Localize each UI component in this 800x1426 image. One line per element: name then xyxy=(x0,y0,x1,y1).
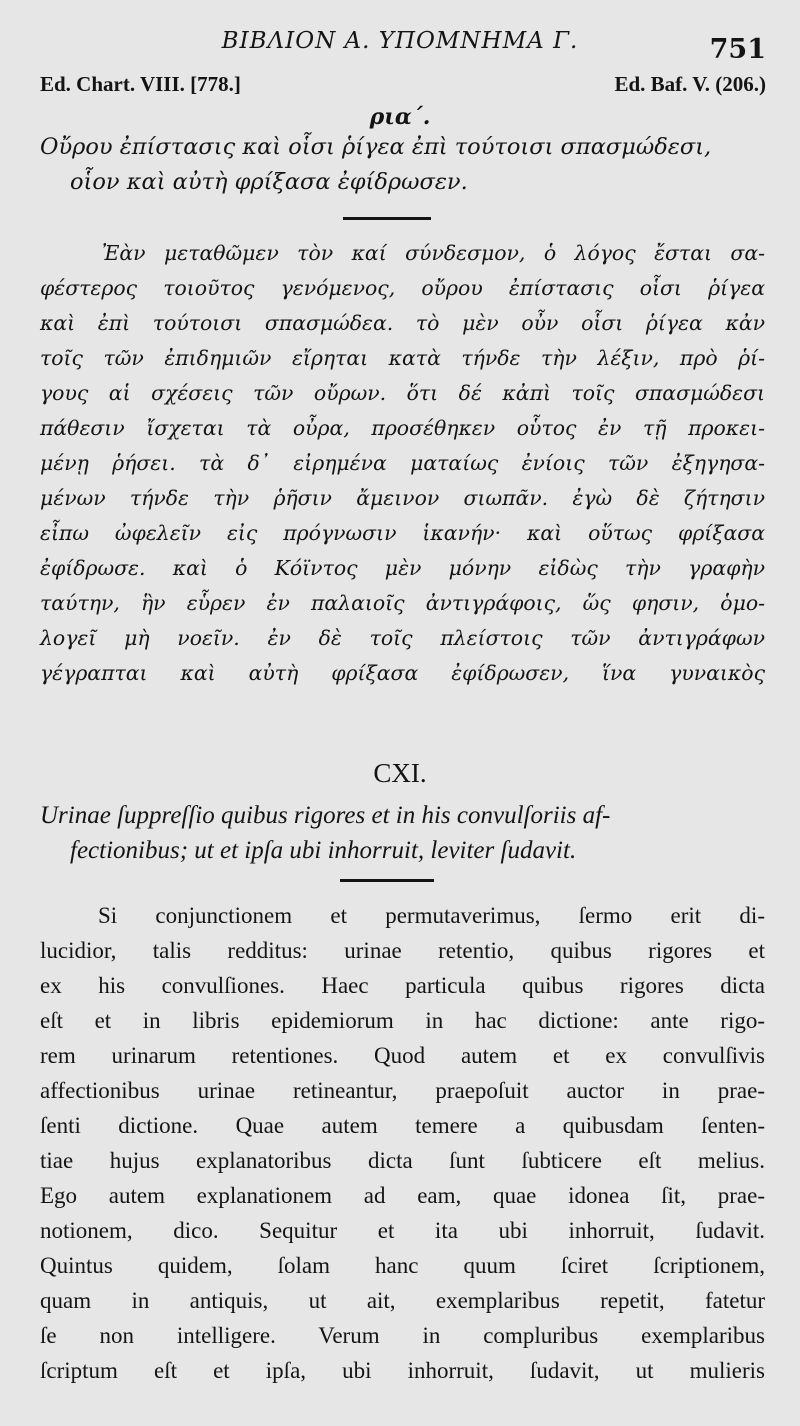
latin-commentary-line: ſenti dictione. Quae autem temere a quibusdam ſenten- xyxy=(40,1113,765,1138)
greek-commentary-line: μένῃ ῥήσει. τὰ δ᾿ εἰρημένα ματαίως ἐνίοις τῶν ἐξηγησα- xyxy=(40,451,765,475)
greek-commentary-line: λογεῖ μὴ νοεῖν. ἐν δὲ τοῖς πλείστοις τῶν ἀντιγράφων xyxy=(40,626,765,650)
latin-commentary xyxy=(40,898,765,1388)
greek-commentary-line: φέστερος τοιοῦτος γενόμενος, οὔρου ἐπίστασις οἷσι ῥίγεα xyxy=(40,276,765,300)
greek-commentary-line: γέγραπται καὶ αὐτὴ φρίξασα ἐφίδρωσεν, ἵνα γυναικὸς xyxy=(40,661,765,685)
latin-heading-line: Urinae ſuppreſſio quibus rigores et in his convulſoriis af- xyxy=(40,802,611,829)
latin-commentary-line: Si conjunctionem et permutaverimus, ſermo erit di- xyxy=(98,903,765,928)
greek-commentary-line: ἐφίδρωσε. καὶ ὁ Κόϊντος μὲν μόνην εἰδὼς τὴν γραφὴν xyxy=(40,556,765,580)
greek-commentary-line: μένων τήνδε τὴν ῥῆσιν ἄμεινον σιωπᾶν. ἐγὼ δὲ ζήτησιν xyxy=(40,486,765,510)
greek-heading-line: οἷον καὶ αὐτὴ φρίξασα ἐφίδρωσεν. xyxy=(70,169,468,195)
greek-commentary-line: ταύτην, ἣν εὗρεν ἐν παλαιοῖς ἀντιγράφοις, ὥς φησιν, ὁμο- xyxy=(40,591,765,615)
greek-commentary-line: εἶπω ὠφελεῖν εἰς πρόγνωσιν ἱκανήν· καὶ οὕτως φρίξασα xyxy=(40,521,765,545)
greek-section-number: ρια΄. xyxy=(369,104,431,130)
greek-heading-line: Οὔρου ἐπίστασις καὶ οἷσι ῥίγεα ἐπὶ τούτοισι σπασμώδεσι, xyxy=(40,134,712,160)
latin-commentary-line: lucidior, talis redditus: urinae retentio, quibus rigores et xyxy=(40,938,765,963)
latin-commentary-line: tiae hujus explanatoribus dicta ſunt ſubticere eſt melius. xyxy=(40,1148,765,1173)
greek-commentary-line: Ἐὰν μεταθῶμεν τὸν καί σύνδεσμον, ὁ λόγος ἔσται σα- xyxy=(102,241,765,265)
section-divider-rule xyxy=(343,217,431,220)
latin-aphorism-heading xyxy=(40,798,765,868)
latin-commentary-line: rem urinarum retentiones. Quod autem et ex convulſivis xyxy=(40,1043,765,1068)
running-title: ΒΙΒΛΙΟΝ Α. ΥΠΟΜΝΗΜΑ Γ. xyxy=(221,28,579,54)
latin-commentary-line: Ego autem explanationem ad eam, quae idonea ſit, prae- xyxy=(40,1183,765,1208)
section-divider-rule xyxy=(340,879,434,882)
latin-commentary-line: ex his convulſiones. Haec particula quibus rigores dicta xyxy=(40,973,765,998)
latin-commentary-line: Quintus quidem, ſolam hanc quum ſciret ſcriptionem, xyxy=(40,1253,765,1278)
greek-commentary xyxy=(40,236,765,691)
edition-chartier-reference: Ed. Chart. VIII. [778.] xyxy=(40,72,241,96)
greek-commentary-line: καὶ ἐπὶ τούτοισι σπασμώδεα. τὸ μὲν οὖν οἷσι ῥίγεα κἀν xyxy=(40,311,765,335)
edition-reference-line xyxy=(40,72,766,102)
latin-commentary-line: notionem, dico. Sequitur et ita ubi inhorruit, ſudavit. xyxy=(40,1218,765,1243)
greek-commentary-line: πάθεσιν ἴσχεται τὰ οὖρα, προσέθηκεν οὗτος ἐν τῇ προκει- xyxy=(40,416,765,440)
edition-basel-reference: Ed. Baf. V. (206.) xyxy=(614,72,766,96)
page-number: 751 xyxy=(709,34,766,65)
greek-commentary-line: γους αἱ σχέσεις τῶν οὔρων. ὅτι δέ κἀπὶ τοῖς σπασμώδεσι xyxy=(40,381,765,405)
latin-commentary-line: ſe non intelligere. Verum in compluribus exemplaribus xyxy=(40,1323,765,1348)
latin-commentary-line: ſcriptum eſt et ipſa, ubi inhorruit, ſudavit, ut mulieris xyxy=(40,1358,765,1383)
greek-commentary-line: τοῖς τῶν ἐπιδημιῶν εἴρηται κατὰ τήνδε τὴν λέξιν, πρὸ ῥί- xyxy=(40,346,765,370)
latin-heading-line: fectionibus; ut et ipſa ubi inhorruit, leviter ſudavit. xyxy=(70,837,577,864)
latin-commentary-line: quam in antiquis, ut ait, exemplaribus repetit, fatetur xyxy=(40,1288,765,1313)
latin-commentary-line: eſt et in libris epidemiorum in hac dictione: ante rigo- xyxy=(40,1008,765,1033)
latin-section-number: CXI. xyxy=(373,758,427,788)
greek-aphorism-heading xyxy=(40,130,765,200)
latin-commentary-line: affectionibus urinae retineantur, praepoſuit auctor in prae- xyxy=(40,1078,765,1103)
